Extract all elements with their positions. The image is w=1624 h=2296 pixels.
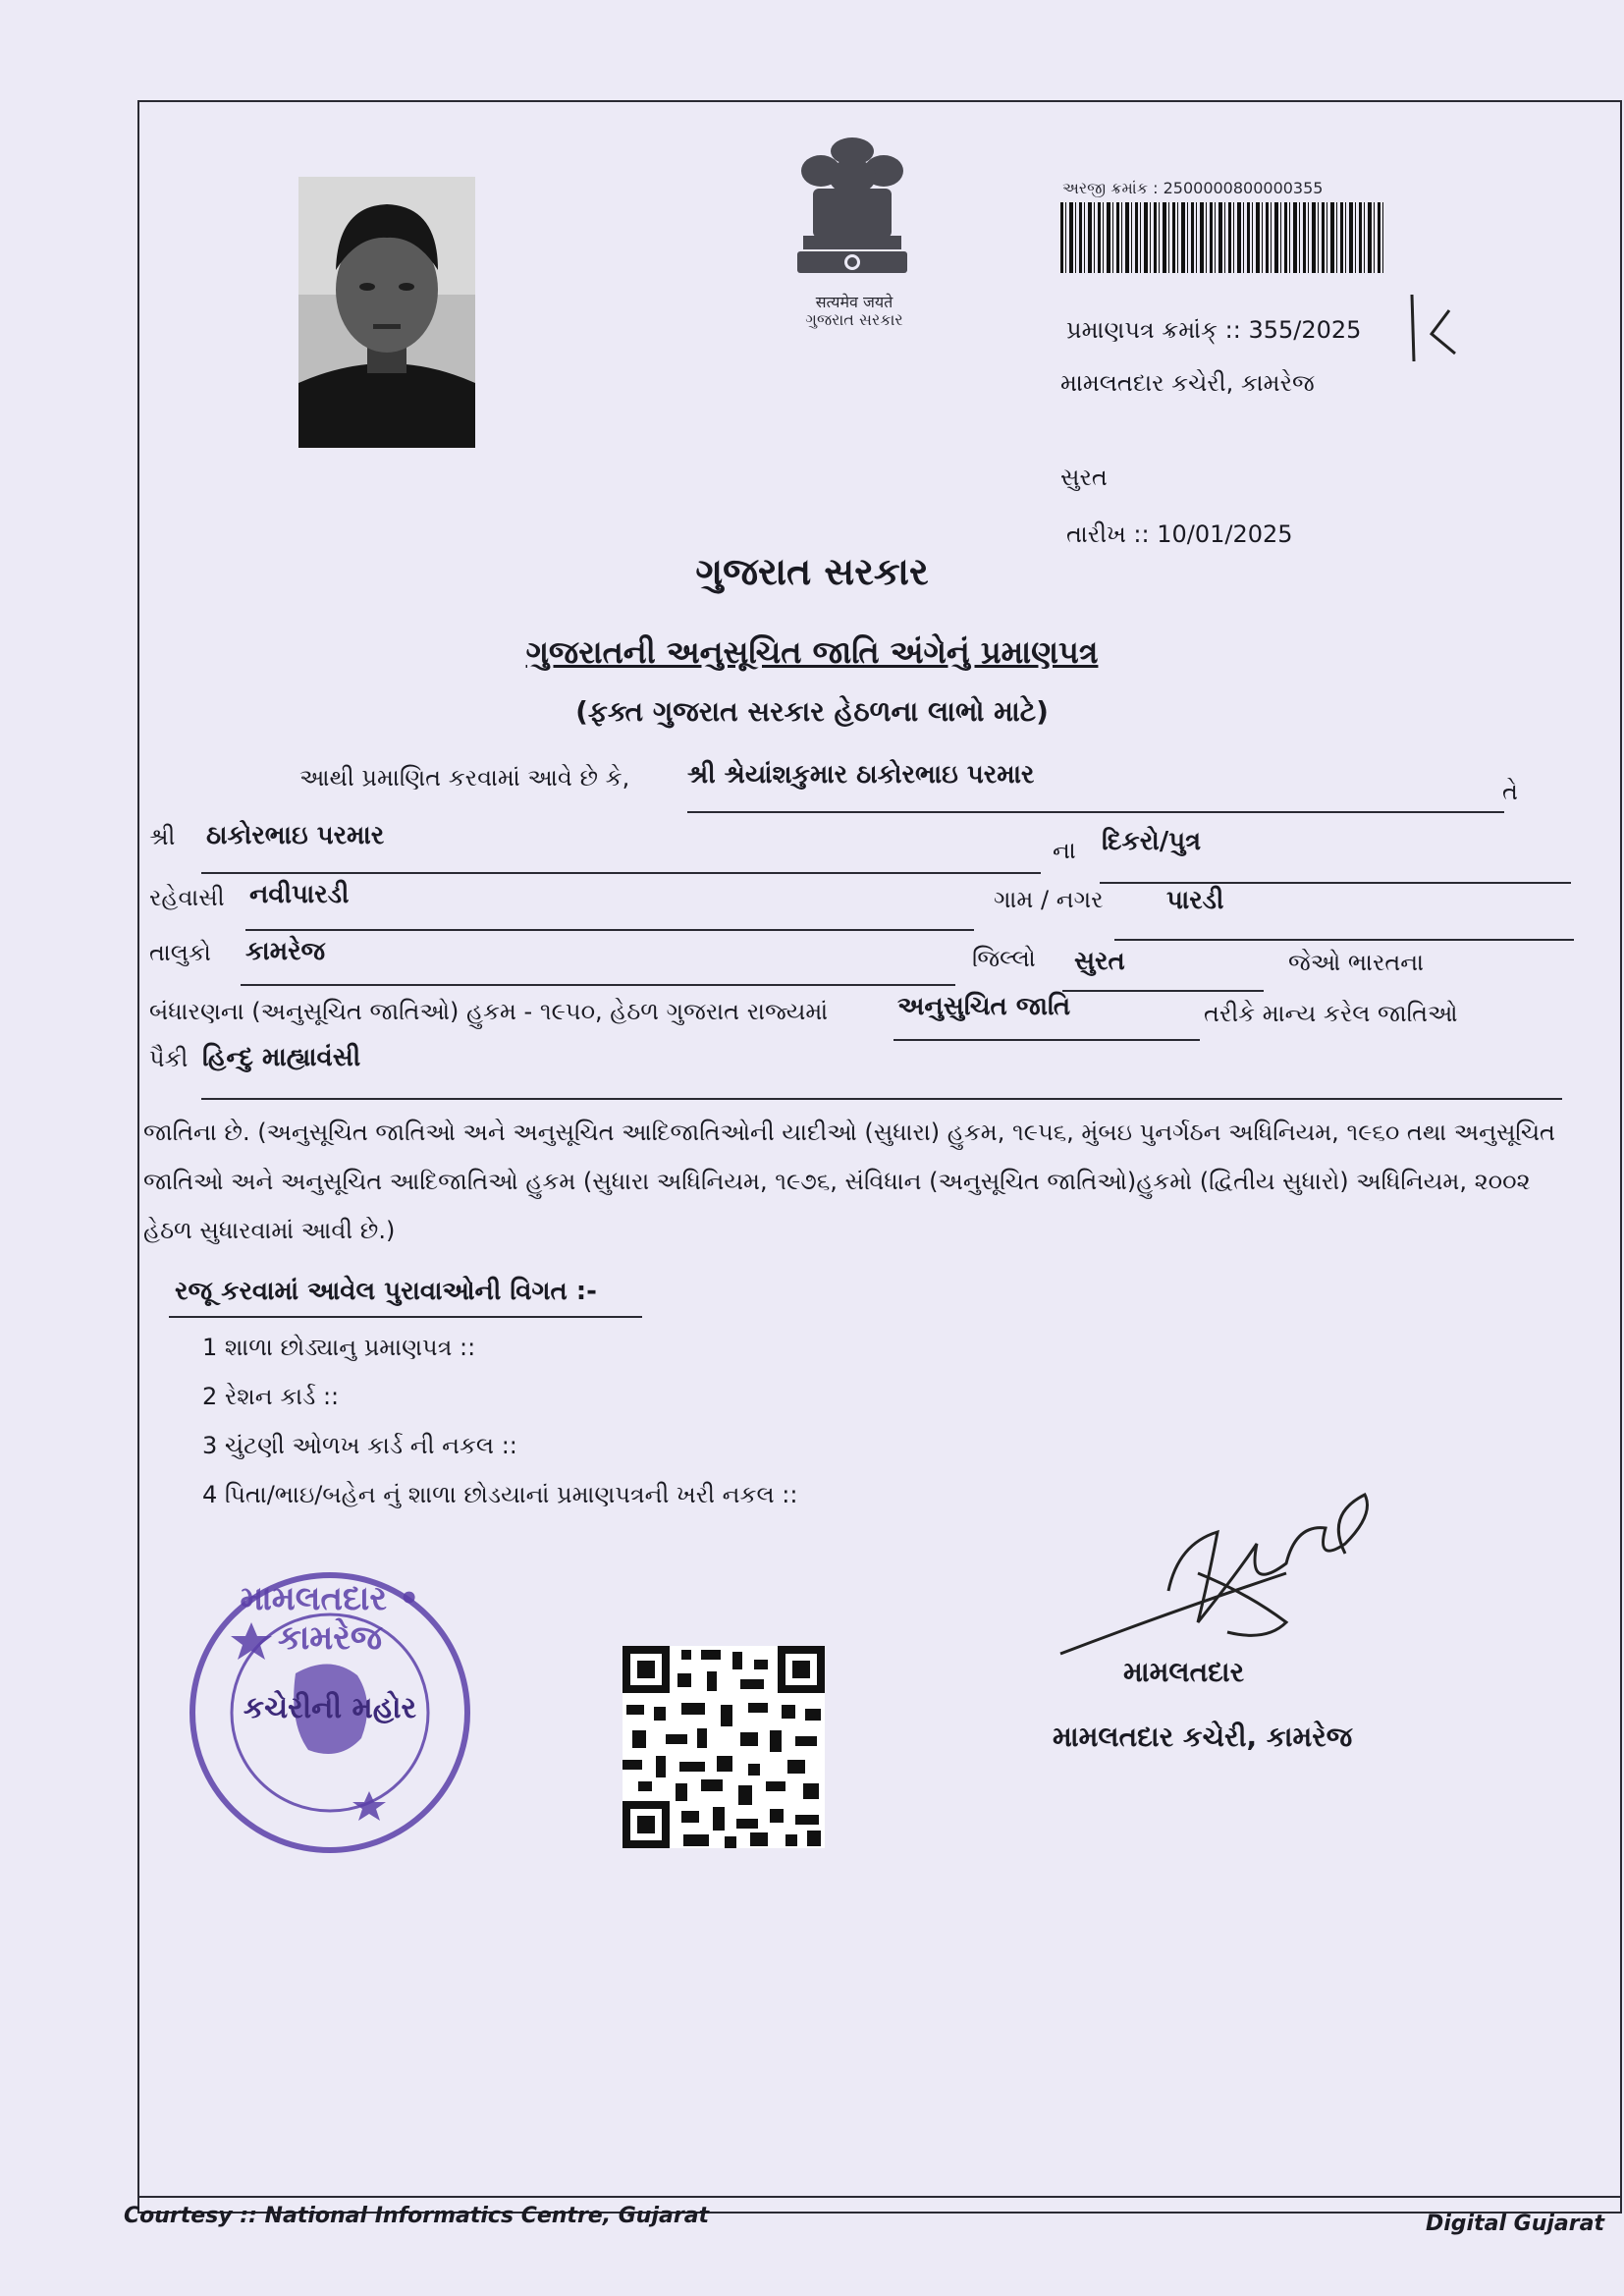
relation: દિકરો/પુત્ર [1102, 827, 1202, 856]
qr-code [623, 1646, 825, 1848]
application-number: 2500000800000355 [1163, 179, 1324, 197]
district-label: જિલ્લો [972, 945, 1036, 972]
issuing-city: સુરત [1060, 464, 1108, 491]
certify-label: આથી પ્રમાણિત કરવામાં આવે છે કે, [299, 764, 630, 792]
certificate-number: 355/2025 [1248, 316, 1362, 344]
barcode [1060, 202, 1384, 273]
certificate-number-label: પ્રમાણપત્ર ક્રમાંક્ :: [1066, 316, 1241, 344]
district-line [1062, 990, 1264, 992]
signatory-designation: મામલતદાર [1123, 1656, 1245, 1688]
resident-line [245, 929, 974, 931]
father-name-line [201, 872, 1041, 874]
evidence-item-1: 1 શાળા છોડ્યાનુ પ્રમાણપત્ર :: [202, 1334, 476, 1361]
seal-center-text: કચેરીની મહોર [243, 1691, 417, 1725]
india-label: જેઓ ભારતના [1288, 949, 1425, 976]
footer-brand: Digital Gujarat [1426, 2212, 1604, 2236]
holder-photo [298, 177, 475, 448]
application-number-row [1062, 179, 1323, 198]
district: સુરત [1074, 947, 1125, 976]
constitution-label: બંધારણના (અનુસૂચિત જાતિઓ) હુકમ - ૧૯૫૦, હેઠળ ગુજરાત રાજ્યમાં [149, 998, 829, 1025]
emblem-motto: सत्यमेव जयते [815, 293, 893, 311]
handwritten-mark [1404, 291, 1463, 365]
category: અનુસુચિત જાતિ [897, 992, 1071, 1021]
evidence-item-3: 3 ચુંટણી ઓળખ કાર્ડ ની નકલ :: [202, 1432, 517, 1459]
issue-date: 10/01/2025 [1157, 520, 1293, 548]
taluka-label: તાલુકો [149, 939, 211, 966]
legal-paragraph: જાતિના છે. (અનુસૂચિત જાતિઓ અને અનુસૂચિત આદિજાતિઓની યાદીઓ (સુધારા) હુકમ, ૧૯૫૬, મુંબઇ પુનર્ગઠન અધિનિયમ, ૧૯૬૦ તથા અનુસૂચિત જાતિઓ અને અનુસૂચિત આદિજાતિઓ હુકમ (સુધારા અધિનિયમ, ૧૯૭૬, સંવિધાન (અનુસૂચિત જાતિઓ)હુકમો (દ્વિતીય સુધારો) અધિનિયમ, ૨૦૦૨ હેઠળ સુધારવામાં આવી છે.) [143, 1119, 1555, 1244]
certificate-number-row [1066, 316, 1361, 344]
among-label: પૈકી [149, 1045, 189, 1072]
resident: નવીપારડી [249, 880, 350, 909]
office-seal [183, 1565, 477, 1860]
na-label: ના [1053, 837, 1076, 864]
resident-label: રહેવાસી [149, 884, 225, 911]
officer-signature [1051, 1485, 1384, 1671]
signatory-office: મામલતદાર કચેરી, કામરેજ [1053, 1721, 1353, 1753]
footer-courtesy: Courtesy :: National Informatics Centre, Gujarat [124, 2204, 710, 2228]
village-label: ગામ / નગર [994, 886, 1104, 913]
village-line [1114, 939, 1574, 941]
seal-outer-text: મામલતદાર • કામરેજ [240, 1579, 420, 1658]
certificate-title-text: ગુજરાતની અનુસૂચિત જાતિ અંગેનું પ્રમાણપત્ર [525, 633, 1099, 671]
holder-name: શ્રી શ્રેયાંશકુમાર ઠાકોરભાઇ પરમાર [687, 760, 1035, 790]
taluka: કામરેજ [245, 937, 326, 966]
national-emblem-icon [774, 130, 931, 287]
caste: હિન્દુ માહ્યાવંસી [202, 1043, 361, 1072]
emblem-government-caption: ગુજરાત સરકાર [805, 310, 903, 329]
holder-name-line [687, 811, 1504, 813]
village: પારડી [1166, 886, 1224, 915]
date-label: તારીખ :: [1066, 520, 1150, 548]
issuing-office: મામલતદાર કચેરી, કામરેજ [1060, 369, 1315, 397]
evidence-heading-line [169, 1316, 642, 1318]
recognized-label: તરીકે માન્ય કરેલ જાતિઓ [1204, 1000, 1458, 1027]
te-label: તે [1502, 778, 1518, 805]
category-line [893, 1039, 1200, 1041]
caste-line [201, 1098, 1562, 1100]
evidence-heading: રજૂ કરવામાં આવેલ પુરાવાઓની વિગત :- [175, 1277, 597, 1306]
evidence-item-4: 4 પિતા/ભાઇ/બહેન નું શાળા છોડયાનાં પ્રમાણપત્રની ખરી નકલ :: [202, 1481, 798, 1508]
certificate-subtitle: (ફક્ત ગુજરાત સરકાર હેઠળના લાભો માટે) [575, 695, 1049, 728]
date-row [1066, 520, 1293, 548]
relation-line [1100, 882, 1571, 884]
taluka-line [241, 984, 955, 986]
application-number-label: અરજી ક્રમાંક : [1062, 179, 1159, 197]
father-name: ઠાકોરભાઇ પરમાર [206, 821, 385, 850]
certificate-title [0, 633, 1624, 672]
evidence-item-2: 2 રેશન કાર્ડ :: [202, 1383, 340, 1410]
footer-divider [137, 2196, 1620, 2198]
shri-label: શ્રી [149, 823, 176, 850]
government-title: ગુજરાત સરકાર [695, 550, 929, 593]
